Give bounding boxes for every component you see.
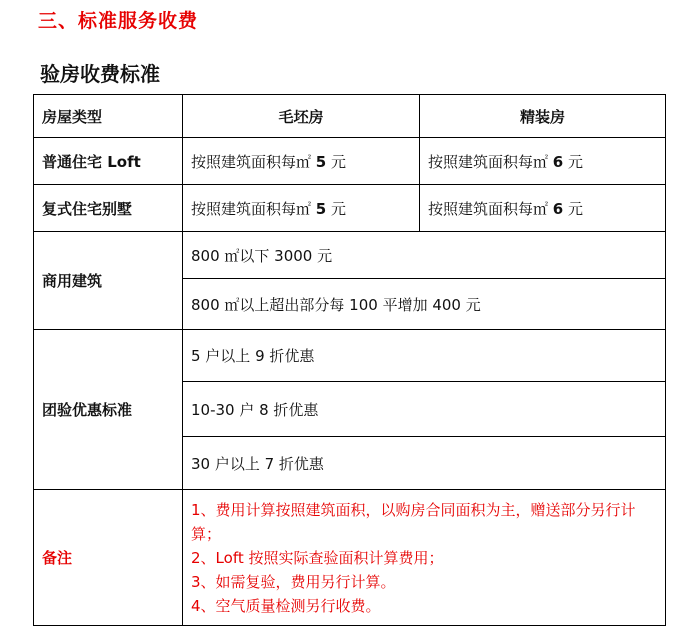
header-type: 房屋类型 [34,95,183,138]
commercial-line: 800 ㎡以下 3000 元 [183,232,666,279]
table-row [34,232,666,279]
row-type: 团验优惠标准 [34,330,183,490]
group-line: 30 户以上 7 折优惠 [183,437,666,490]
price-cell: 按照建筑面积每㎡ 6 元 [420,185,666,232]
notes-label: 备注 [34,490,183,626]
notes-cell [183,490,666,626]
group-line: 10-30 户 8 折优惠 [183,382,666,437]
header-rough: 毛坯房 [183,95,420,138]
note-line: 2、Loft 按照实际查验面积计算费用； [191,548,444,567]
row-type: 商用建筑 [34,232,183,330]
commercial-line: 800 ㎡以上超出部分每 100 平增加 400 元 [183,279,666,330]
section-title: 三、标准服务收费 [38,10,199,32]
note-line: 3、如需复验，费用另行计算。 [191,572,396,591]
price-cell: 按照建筑面积每㎡ 6 元 [420,138,666,185]
table-row [34,185,666,232]
row-type: 复式住宅别墅 [34,185,183,232]
note-line: 1、费用计算按照建筑面积，以购房合同面积为主，赠送部分另行计算； [191,500,636,543]
price-cell: 按照建筑面积每㎡ 5 元 [183,138,420,185]
group-line: 5 户以上 9 折优惠 [183,330,666,382]
header-finished: 精装房 [420,95,666,138]
fee-table [33,94,666,626]
table-header-row [34,95,666,138]
table-row [34,330,666,382]
row-type: 普通住宅 Loft [34,138,183,185]
table-row [34,490,666,626]
page-title: 验房收费标准 [40,62,160,86]
table-row [34,138,666,185]
note-line: 4、空气质量检测另行收费。 [191,596,381,615]
price-cell: 按照建筑面积每㎡ 5 元 [183,185,420,232]
